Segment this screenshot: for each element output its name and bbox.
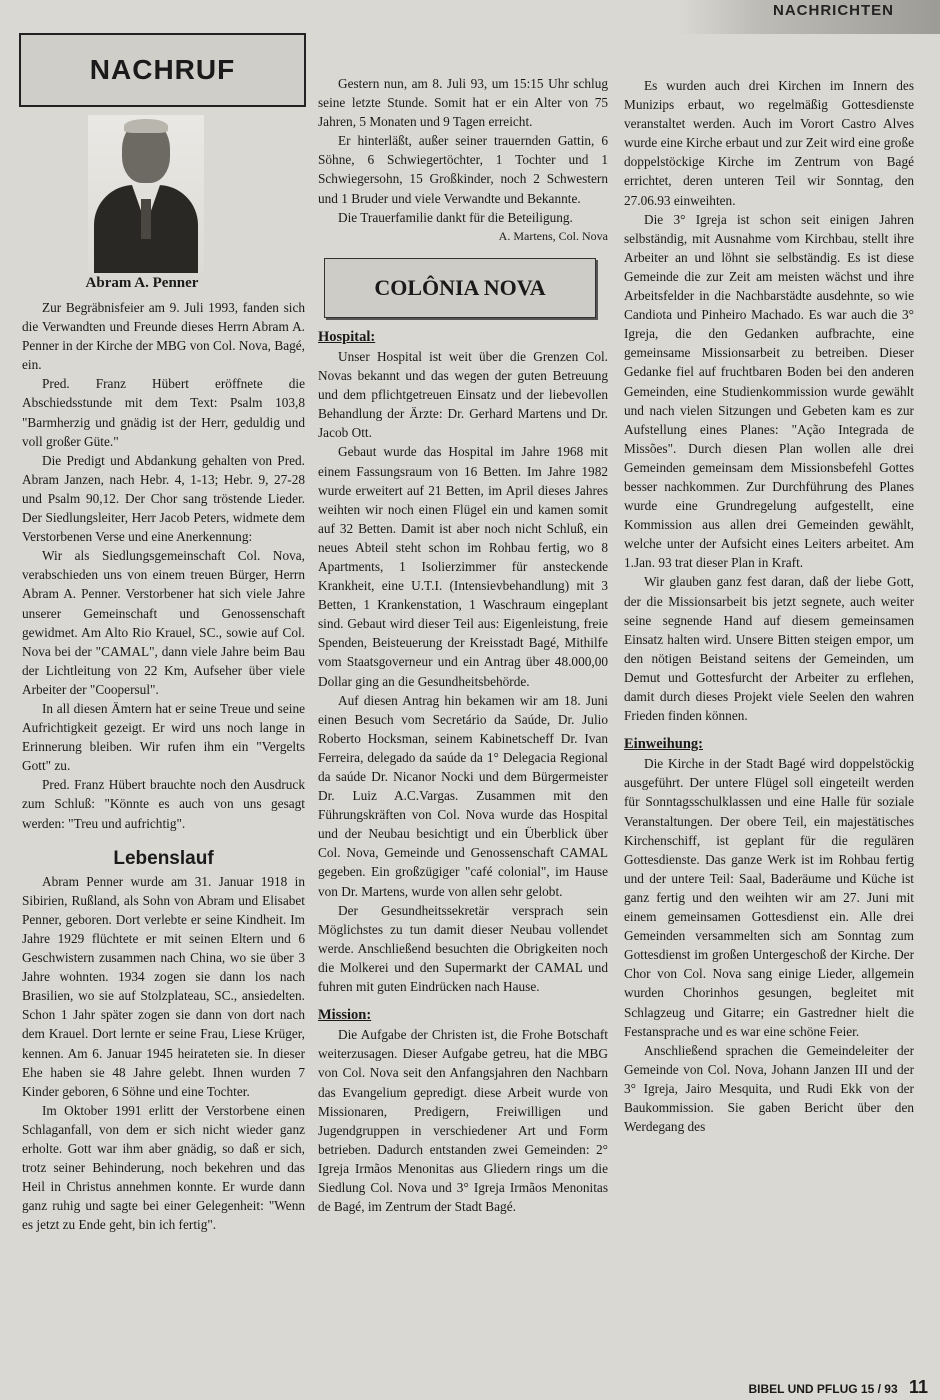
portrait-photo	[88, 115, 204, 273]
hospital-heading: Hospital:	[318, 328, 376, 345]
nachruf-paragraph: In all diesen Ämtern hat er seine Treue und seine Aufrichtigkeit gezeigt. Er wird uns noch lange in Erinnerung bleiben. Wir rufen ihm ein "Vergelts Gott" zu.	[22, 700, 305, 774]
lebenslauf-heading: Lebenslauf	[113, 847, 214, 869]
lebenslauf-paragraph: Er hinterläßt, außer seiner trauernden Gattin, 6 Söhne, 6 Schwiegertöchter, 1 Tochter und 1 Schwiegersohn, 15 Großkinder, noch 2 Schwestern und 1 Bruder und viele Verwandte und Bekannte.	[318, 133, 608, 206]
mission-paragraph: Die Aufgabe der Christen ist, die Frohe Botschaft weiterzusagen. Dieser Aufgabe getreu, hat die MBG von Col. Nova seit den Anfangsjahren den Nachbarn das Evangelium gepredigt. diese Arbeit wurde von Missionaren, Predigern, Freiwilligen und Jugendgruppen in verschiedener Art und Form betrieben. Dadurch entstanden zwei Gemeinden: 2° Igreja Irmãos Menonitas aus Gliedern rings um die Siedlung Col. Nova und 3° Igreja Irmãos Menonitas de Bagé, im Zentrum der Stadt Bagé.	[318, 1027, 608, 1215]
nachruf-paragraph: Wir als Siedlungsgemeinschaft Col. Nova, verabschieden uns von einem treuen Bürger, Herrn Abram A. Penner. Verstorbener hat sich viele Jahre unserer Gemeinschaft und Genossenschaft gewidmet. Am Alto Rio Krauel, SC., sowie auf Col. Nova bei der "CAMAL", dann viele Jahre beim Bau der Lichtleitung von 22 Km, Aufseher über viele Arbeiter der "Coopersul".	[22, 548, 305, 697]
hospital-paragraph: Auf diesen Antrag hin bekamen wir am 18. Juni einen Besuch vom Secretário da Saúde, Dr. Julio Roberto Hocksman, seinem Kabinetscheff Dr. Ivan Ferreira, delegado da saúde da 1° Delegacia Regional da saúde Dr. Nicanor Nocki und dem Bürgermeister Dr. Luiz A.C.Vargas. Zusammen mit den Führungskräften von Col. Nova wurde das Hospital und der Neubau besichtigt und ein Überblick über Col. Nova, Gemeinde und Genossenschaft CAMAL gegeben. Ein großzügiger "café colonial", im Hause von Dr. Martens, wurde von allen sehr gelobt.	[318, 692, 608, 899]
article-signature: A. Martens, Col. Nova	[498, 228, 608, 243]
nachruf-paragraph: Pred. Franz Hübert eröffnete die Abschiedsstunde mit dem Text: Psalm 103,8 "Barmherzig und gnädig ist der Herr, geduldig und voll großer Güte."	[22, 376, 305, 449]
nachruf-paragraph: Pred. Franz Hübert brauchte noch den Ausdruck zum Schluß: "Könnte es auch von uns gesagt werden: "Treu und aufrichtig".	[22, 777, 305, 831]
colonia-title-box	[324, 258, 596, 318]
page-footer	[748, 1377, 928, 1398]
nachruf-title-box	[19, 33, 306, 107]
einweihung-paragraph: Anschließend sprachen die Gemeindeleiter der Gemeinde von Col. Nova, Johann Janzen III und der 3° Igreja, Jairo Mesquita, und Rudi Ekk von der Baukommission. Sie gaben Bericht über den Werdegang des	[624, 1042, 914, 1135]
nachruf-title: NACHRUF	[89, 54, 236, 85]
page-number: 11	[908, 1377, 928, 1397]
magazine-name: BIBEL UND PFLUG	[748, 1382, 858, 1396]
portrait-hair	[124, 119, 168, 133]
lebenslauf-paragraph: Im Oktober 1991 erlitt der Verstorbene einen Schlaganfall, von dem er sich nicht wieder ganz erholte. Gott war ihm aber gnädig, so daß er sich, trotz seiner Behinderung, noch bekehren und das Heil in Christus annehmen konnte. Er wurde dann ganz ruhig und sagte bei einer Gelegenheit: "Wenn es jetzt zu Ende geht, bin ich fertig".	[22, 1102, 305, 1233]
portrait-caption: Abram A. Penner	[85, 275, 199, 291]
column-3	[624, 76, 914, 1136]
section-tag: NACHRICHTEN	[773, 2, 894, 19]
mission-heading: Mission:	[318, 1007, 372, 1024]
colonia-title: COLÔNIA NOVA	[374, 275, 546, 301]
column-2	[318, 74, 608, 1216]
einweihung-heading: Einweihung:	[624, 736, 703, 753]
issue-number: 15 / 93	[860, 1382, 898, 1396]
portrait-tie	[141, 199, 151, 239]
mission-paragraph: Es wurden auch drei Kirchen im Innern des Munizips erbaut, wo regelmäßig Gottesdienste veranstaltet werden. Auch im Vorort Castro Alves wurde eine Kirche erbaut und zur Zeit wird eine große doppelstöckige Kirche im Zentrum von Bagé errichtet, deren unteren Teil wir Sonntag, den 27.06.93 einweihten.	[624, 78, 914, 208]
lebenslauf-paragraph: Die Trauerfamilie dankt für die Beteiligung.	[338, 209, 573, 225]
hospital-paragraph: Der Gesundheitssekretär versprach sein Möglichstes zu tun damit dieser Neubau vollendet werde. Anschließend besuchten die Obrigkeiten noch die Molkerei und den Supermarkt der CAMAL und fuhren mit guten Eindrücken nach Hause.	[318, 902, 608, 995]
hospital-paragraph: Gebaut wurde das Hospital im Jahre 1968 mit einem Fassungsraum von 16 Betten. Im Jahre 1982 wurde erweitert auf 21 Betten, im April dieses Jahres weihten wir noch einen Flügel ein und kamen somit auf 32 Betten. Damit ist aber noch nicht Schluß, ein neues Abteil steht schon im Rohbau fertig, wo 8 Apartments, 1 Isolierzimmer für ansteckende Krankheit, eine U.T.I. (Intensievbehandlung) mit 3 Betten, 1 Krankenstation, 1 Waschraum eingeplant sind. Gebaut wird dieser Teil aus: Eigenleistung, freie Spenden, Beisteuerung der Kreisstadt Bagé, Mithilfe vom Staatsgoverneur und ein Antrag über 48.000,00 Dollar ging an die Gesundheitsbehörde.	[318, 444, 608, 689]
einweihung-paragraph: Die Kirche in der Stadt Bagé wird doppelstöckig ausgeführt. Der untere Flügel soll eingeteilt werden für Sonntagsschulklassen und eine Halle für soziale Veranstaltungen. Der obere Teil, ein majestätisches Kirchenschiff, ist geplant für die regulären Gottesdienste. Das ganze Werk ist im Rohbau fertig und der untere Teil: Saal, Baderäume und Küche ist ganz fertig und den weihten wir am 27. Juni mit einem gemeinsamen Gottesdienst ein. Alle drei Gemeinden versammelten sich am Sonntag zum Gottesdienst im großen Untergeschoß der Kirche. Der Chor von Col. Nova sang einige Lieder, allgemein wurden Chorinhos gesungen, begleitet mit Schlagzeug und Gitarre; ein Gastredner hielt die Festansprache und es war eine schöne Feier.	[624, 756, 914, 1039]
mission-paragraph: Wir glauben ganz fest daran, daß der liebe Gott, der die Missionsarbeit bis jetzt segnete, auch weiter seine segnende Hand auf diesem gemeinsamen Einsatz halten wird. Unsere Bitten steigen empor, um den nötigen Beistand seitens der Gemeinden, um Demut und Gottesfurcht der Arbeiter zu erflehen, damit durch dieses Projekt viele Seelen den wahren Frieden finden können.	[624, 574, 914, 724]
nachruf-paragraph: Zur Begräbnisfeier am 9. Juli 1993, fanden sich die Verwandten und Freunde dieses Herrn Abram A. Penner in der Kirche der MBG von Col. Nova, Bagé, ein.	[22, 300, 305, 373]
lebenslauf-paragraph: Gestern nun, am 8. Juli 93, um 15:15 Uhr schlug seine letzte Stunde. Somit hat er ein Alter von 75 Jahren, 5 Monaten und 9 Tagen erreicht.	[318, 76, 608, 130]
nachruf-paragraph: Die Predigt und Abdankung gehalten von Pred. Abram Janzen, nach Hebr. 4, 1-13; Hebr. 9, 27-28 und Psalm 90,12. Der Chor sang tröstende Lieder. Der Siedlungsleiter, Herr Jacob Peters, widmete dem Verstorbenen Verse und eine Anerkennung:	[22, 452, 305, 545]
lebenslauf-paragraph: Abram Penner wurde am 31. Januar 1918 in Sibirien, Rußland, als Sohn von Abram und Elisabet Penner, geboren. Dort verlebte er seine Kindheit. Im Jahre 1929 flüchtete er mit seinen Eltern und 6 Geschwistern zusammen nach China, wo sie über 3 Jahre wohnten. 1934 zogen sie dann los nach Brasilien, wo sie auf Stolzplateau, SC., ansiedelten. Schon 1 Jahr später zogen sie dann von dort nach dem Krauel. Dort lernte er seine Frau, Liese Krüger, kennen. Am 6. Januar 1945 heirateten sie. In dieser Ehe haben sie 48 Jahre gelebt. Ihnen wurden 7 Kinder geboren, 6 Söhne und eine Tochter.	[22, 873, 305, 1099]
column-1	[22, 298, 305, 1235]
hospital-paragraph: Unser Hospital ist weit über die Grenzen Col. Novas bekannt und das wegen der guten Betreuung und dem pflichtgetreuen Einsatz und der liebevollen Behandlung der Ärzte: Dr. Gerhard Martens und Dr. Jacob Ott.	[318, 348, 608, 441]
mission-paragraph: Die 3° Igreja ist schon seit einigen Jahren selbständig, mit Ausnahme vom Kirchbau, stellt ihre Arbeiter an und löhnt sie selbständig. Es ist diese Gemeinde die zur Zeit am meisten wächst und ihre Arbeitsfelder in die Nachbarstädte ausdehnte, so wie Candiota und Pinheiro Machado. Es war auch die 3° Igreja, die den Gedanken aufbrachte, eine gemeinsame Missionsarbeit zu betreiben. Dieser Gedanke fiel auf fruchtbaren Boden bei den anderen Gemeinden, eine Studienkommission wurde gewählt und nach vielen Sitzungen und Gebeten kam es zur Aufstellung eines Planes: "Ação Integrada de Missões". Durch diesen Plan wollen alle drei Gemeinden gemeinsam dem Missionsbefehl Gottes besser nachkommen. Zur Durchführung des Planes wurde eine Grundregelung aufgestellt, eine Kommission aus allen drei Gemeinden gewählt, welche unter der Aufsicht eines Leiters arbeitet. Am 1.Jan. 93 trat dieser Plan in Kraft.	[624, 211, 914, 571]
